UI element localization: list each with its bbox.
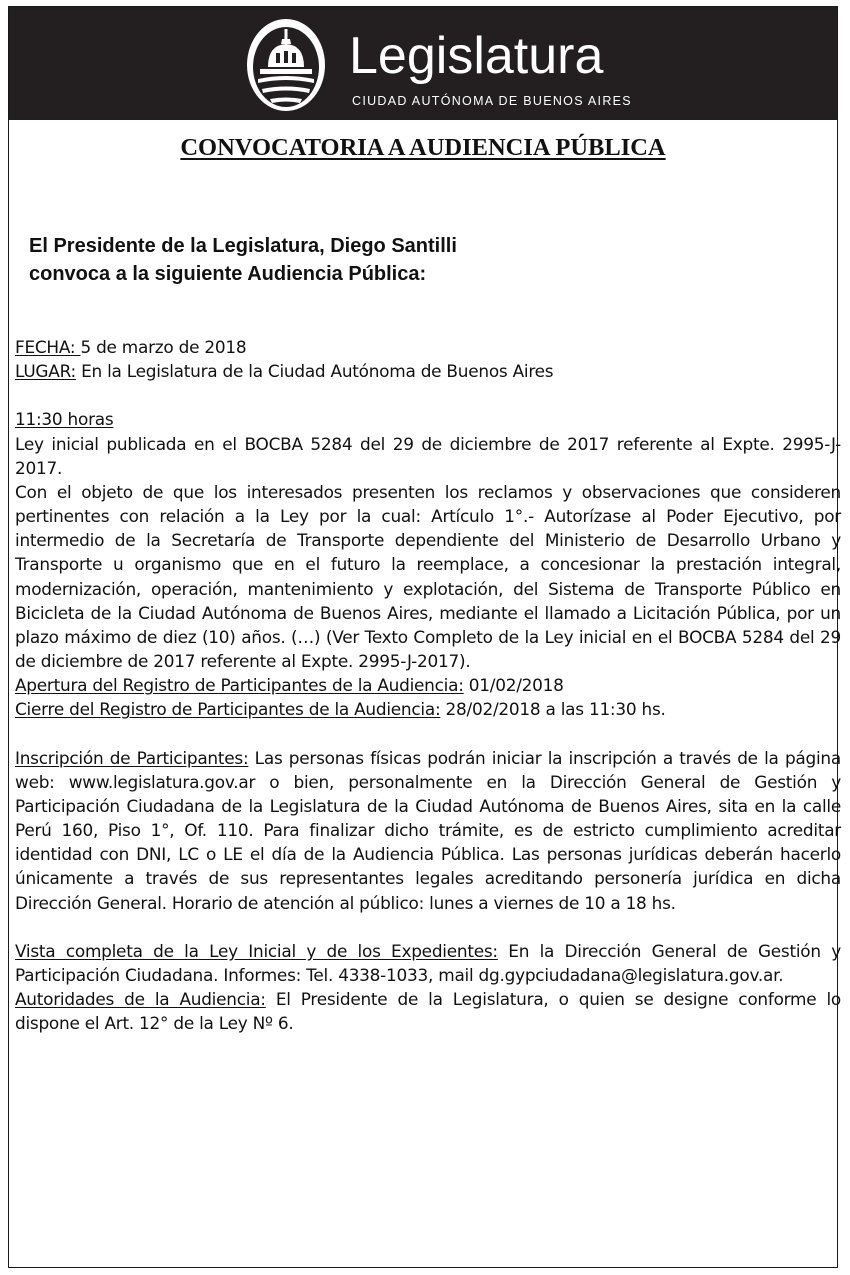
- apertura-value: 01/02/2018: [463, 675, 564, 696]
- apertura-label: Apertura del Registro de Participantes de la Audiencia:: [15, 675, 464, 696]
- autoridades-paragraph: [15, 987, 841, 1035]
- fecha-line: [15, 335, 841, 359]
- intro-line-1: El Presidente de la Legislatura, Diego Santilli: [29, 235, 457, 257]
- fecha-value: 5 de marzo de 2018: [80, 337, 247, 357]
- lugar-line: [15, 359, 841, 383]
- notice-frame: [8, 6, 841, 1268]
- apertura-line: [15, 673, 841, 697]
- fecha-label: FECHA:: [15, 337, 81, 357]
- legislature-dome-icon: [246, 17, 326, 113]
- cierre-label: Cierre del Registro de Participantes de la Audiencia:: [15, 699, 441, 720]
- brand-name: Legislatura: [349, 27, 604, 85]
- vista-label: Vista completa de la Ley Inicial y de los Expedientes:: [15, 940, 498, 961]
- cierre-value: 28/02/2018 a las 11:30 hs.: [440, 699, 666, 720]
- cierre-line: [15, 697, 841, 721]
- lugar-value: En la Legislatura de la Ciudad Autónoma de Buenos Aires: [75, 361, 554, 382]
- page-title: CONVOCATORIA A AUDIENCIA PÚBLICA: [180, 134, 666, 161]
- inscripcion-label: Inscripción de Participantes:: [15, 747, 249, 768]
- inscripcion-value: Las personas físicas podrán iniciar la inscripción a través de la página web: www.legislatura.gov.ar o bien, personalmente en la Dirección General de Gestión y Participación Ciudadana de la Legislatura de la Ciudad Autónoma de Buenos Aires, sita en la calle Perú 160, Piso 1°, Of. 110. Para finalizar dicho trámite, es de estricto cumplimiento acreditar identidad con DNI, LC o LE el día de la Audiencia Pública. Las personas jurídicas deberán hacerlo únicamente a través de sus representantes legales acreditando personería jurídica en dicha Dirección General. Horario de atención al público: lunes a viernes de 10 a 18 hs.: [15, 747, 841, 913]
- intro-text: [29, 232, 809, 288]
- header-banner: [9, 7, 837, 120]
- autoridades-value: El Presidente de la Legislatura, o quien se designe conforme lo dispone el Art. 12° de la Ley Nº 6.: [15, 989, 841, 1034]
- inscripcion-paragraph: [15, 746, 841, 915]
- objeto-paragraph: Con el objeto de que los interesados presenten los reclamos y observaciones que consideren pertinentes con relación a la Ley por la cual: Artículo 1°.- Autorízase al Poder Ejecutivo, por intermedio de la Secretaría de Transporte dependiente del Ministerio de Desarrollo Urbano y Transporte u organismo que en el futuro la reemplace, a concesionar la prestación integral, modernización, operación, mantenimiento y explotación, del Sistema de Transporte Público en Bicicleta de la Ciudad Autónoma de Buenos Aires, mediante el llamado a Licitación Pública, por un plazo máximo de diez (10) años. (…) (Ver Texto Completo de la Ley inicial en el BOCBA 5284 del 29 de diciembre de 2017 referente al Expte. 2995-J-2017).: [15, 481, 841, 672]
- intro-line-2: convoca a la siguiente Audiencia Pública:: [29, 263, 427, 285]
- vista-value: En la Dirección General de Gestión y Participación Ciudadana. Informes: Tel. 4338-1033, mail dg.gypciudadana@legislatura.gov.ar.: [15, 940, 841, 986]
- ley-inicial-paragraph: Ley inicial publicada en el BOCBA 5284 del 29 de diciembre de 2017 referente al Expte. 2995-J-2017.: [15, 433, 841, 478]
- hora-value: 11:30 horas: [15, 409, 114, 430]
- autoridades-label: Autoridades de la Audiencia:: [15, 989, 266, 1010]
- hora-line: [15, 407, 841, 431]
- lugar-label: LUGAR:: [15, 361, 76, 382]
- notice-body: [15, 335, 841, 1035]
- brand-subtitle: CIUDAD AUTÓNOMA DE BUENOS AIRES: [352, 94, 632, 108]
- vista-paragraph: [15, 939, 841, 987]
